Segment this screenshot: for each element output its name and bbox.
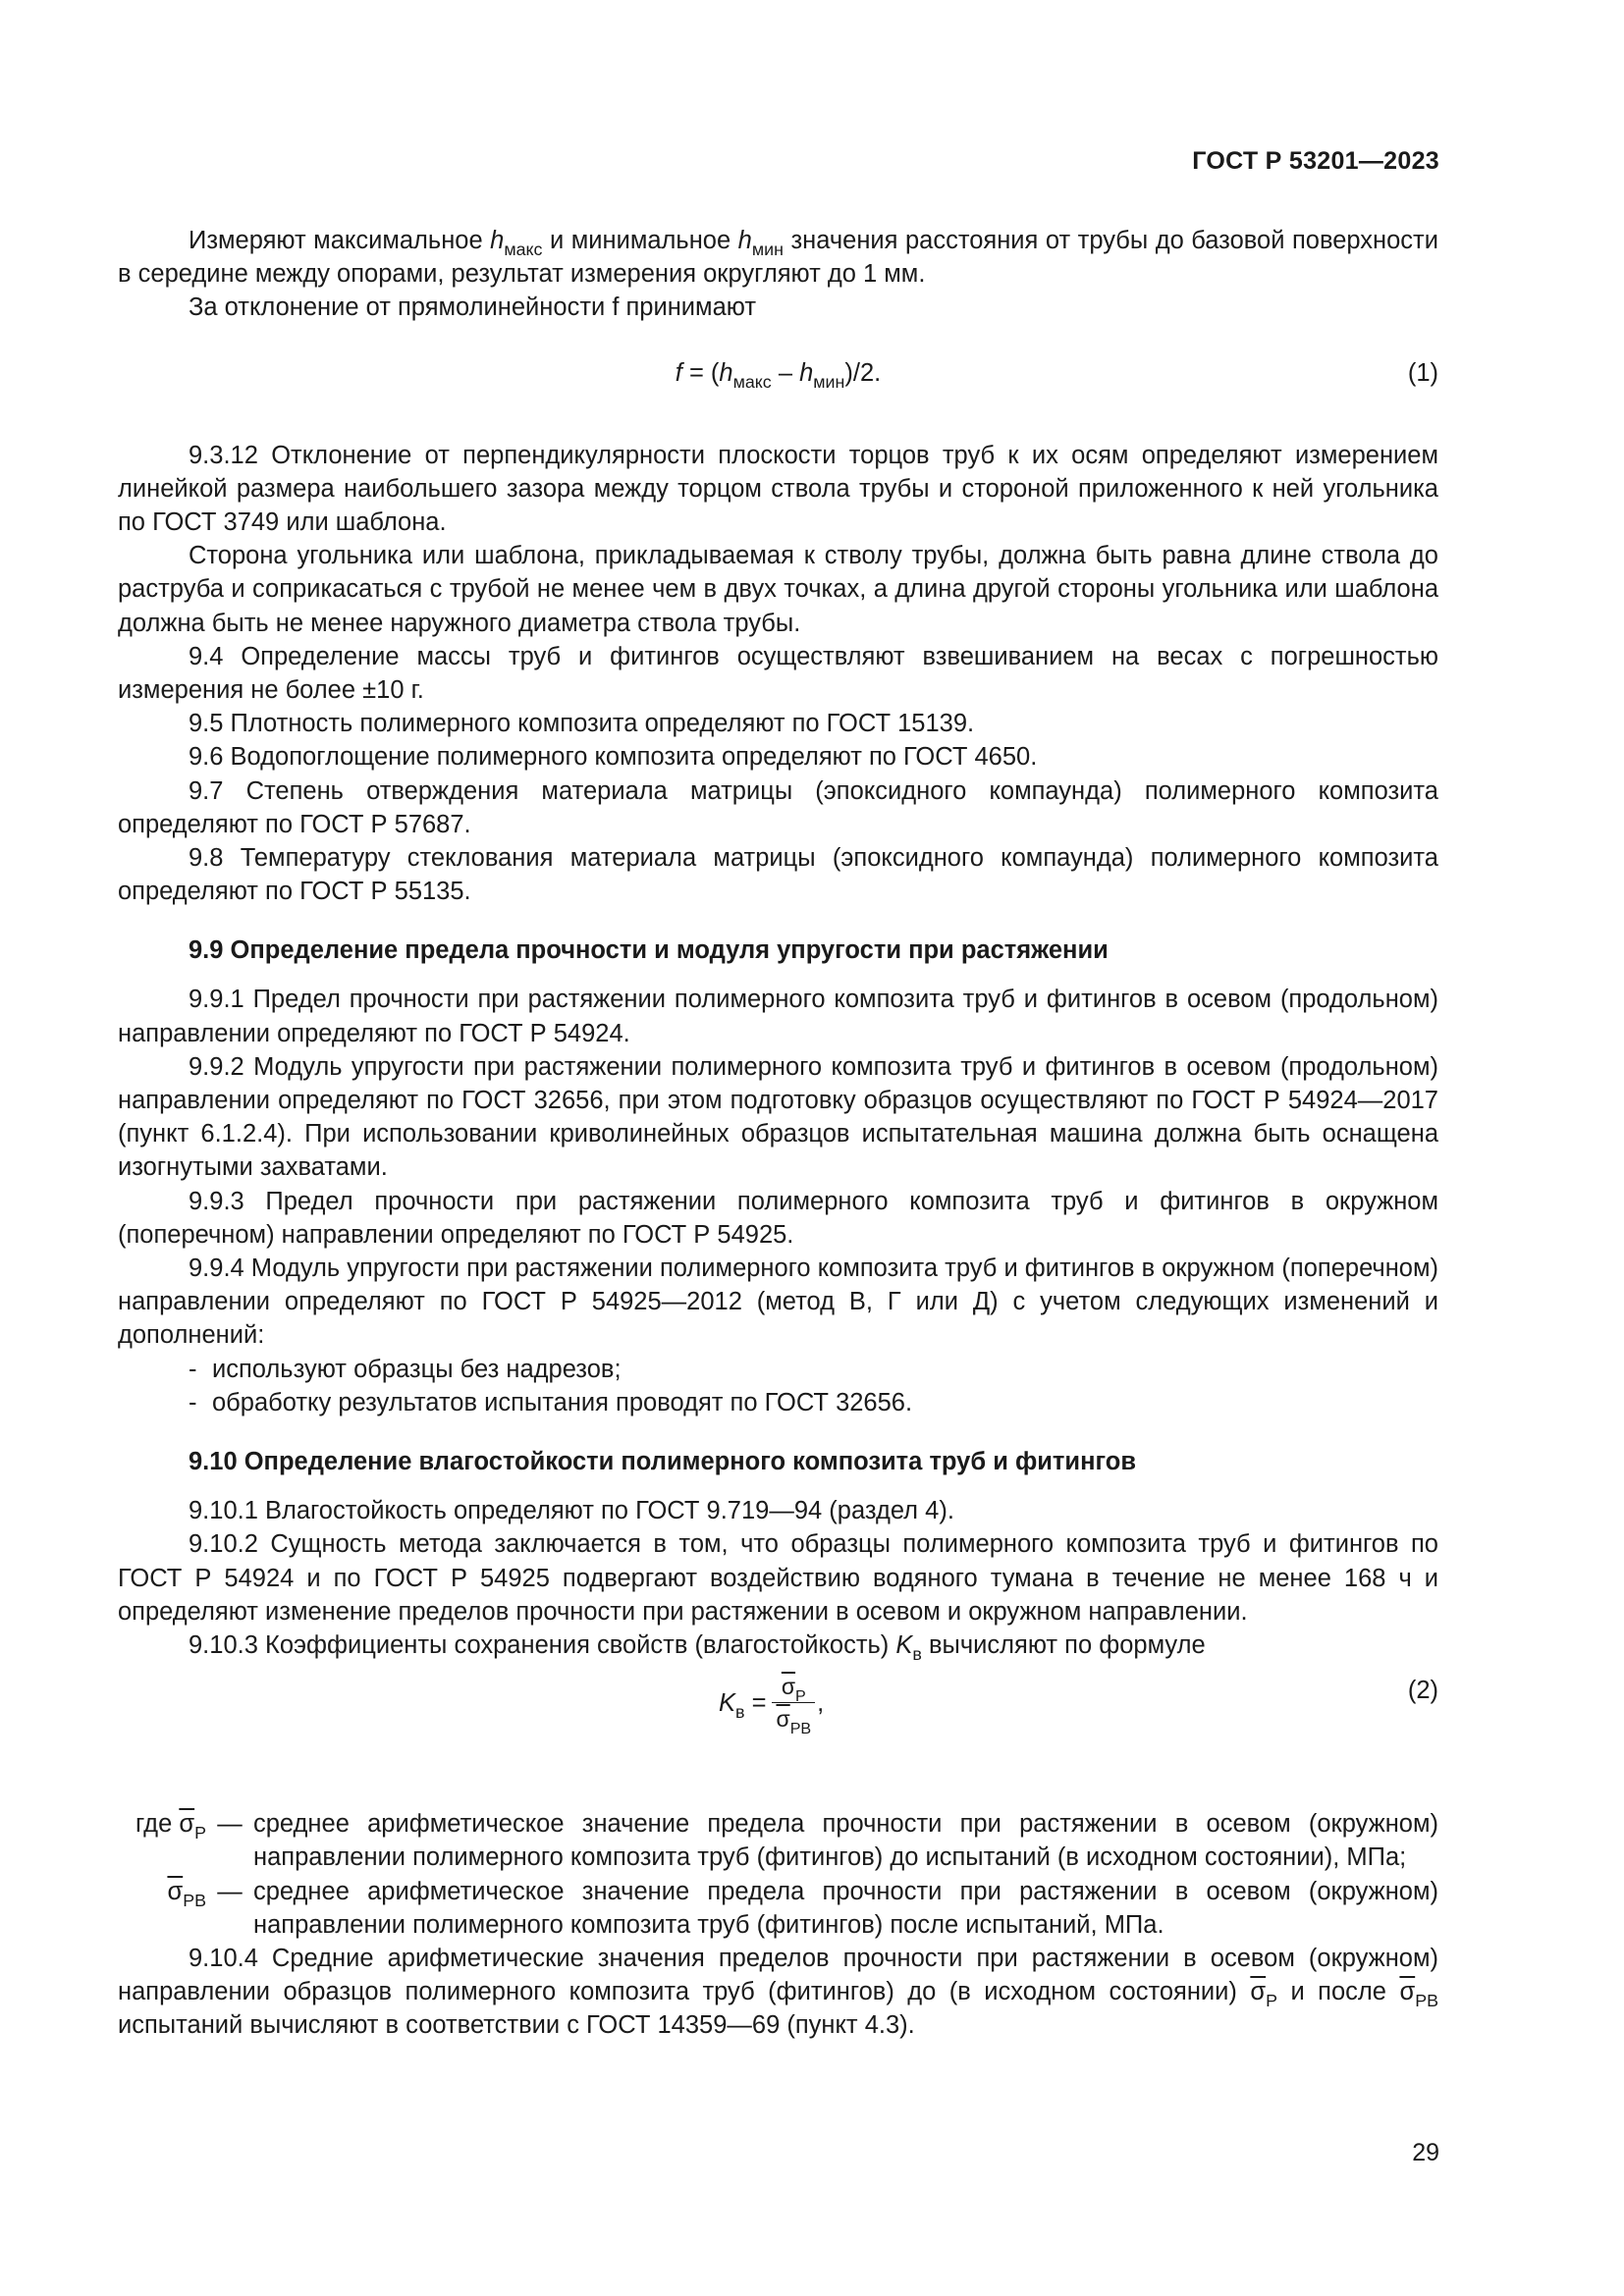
paragraph-9-10-3: 9.10.3 Коэффициенты сохранения свойств (влагостойкость) $K_в$ вычисляют по формуле [189,1630,1206,1664]
paragraph-template-side: Сторона угольника или шаблона, прикладываемая к стволу трубы, должна быть равна длине ствола до раструба и соприкасаться с трубой не менее чем в двух точках, а длина другой стороны угольника или шаблона должна быть не менее наружного диаметра ствола трубы. [118,542,1438,637]
paragraph-9-7: 9.7 Степень отверждения материала матрицы (эпоксидного компаунда) полимерного композита определяют по ГОСТ Р 57687. [118,776,1438,838]
paragraph-9-10-1: 9.10.1 Влагостойкость определяют по ГОСТ 9.719—94 (раздел 4). [189,1497,954,1525]
formula-2-expression: $K_в$ = $\frac{\overline{\sigma}_Р}{\overline{\sigma}_{РВ}}$ , [719,1674,825,1738]
where-explanation [118,1807,1438,1942]
document-header: ГОСТ Р 53201—2023 [1192,147,1439,175]
paragraph-9-3-12: 9.3.12 Отклонение от перпендикулярности плоскости торцов труб к их осям определяют измерением линейкой размера наибольшего зазора между торцом ствола трубы и стороной приложенного к ней угольника по ГОСТ 3749 или шаблона. [118,441,1438,537]
paragraph-9-10-4: 9.10.4 Средние арифметические значения пределов прочности при растяжении в осевом (окружном) направлении образцов полимерного композита труб (фитингов) до (в исходном состоянии) $\overline{\sigma}_Р$ и после $\overline{\sigma}_{РВ}$ испытаний вычисляют в соответствии с ГОСТ 14359—69 (пункт 4.3). [118,1944,1438,2040]
list-item: - обработку результатов испытания проводят по ГОСТ 32656. [189,1388,913,1416]
paragraph-9-4: 9.4 Определение массы труб и фитингов осуществляют взвешиванием на весах с погрешностью измерения не более ±10 г. [118,642,1438,705]
paragraph-9-9-3: 9.9.3 Предел прочности при растяжении полимерного композита труб и фитингов в окружном (поперечном) направлении определяют по ГОСТ Р 54925. [118,1187,1438,1249]
document-body [118,224,1438,2043]
paragraph-9-10-2: 9.10.2 Сущность метода заключается в том, что образцы полимерного композита труб и фитингов по ГОСТ Р 54924 и по ГОСТ Р 54925 подвергают воздействию водяного тумана в течение не менее 168 ч и определяют изменение пределов прочности при растяжении в осевом и окружном направлении. [118,1530,1438,1626]
list-item: - используют образцы без надрезов; [189,1355,622,1383]
formula-1 [118,348,1438,403]
paragraph-straightness: За отклонение от прямолинейности f принимают [189,294,757,322]
paragraph-9-9-2: 9.9.2 Модуль упругости при растяжении полимерного композита труб и фитингов в осевом (продольном) направлении определяют по ГОСТ 32656, при этом подготовку образцов осуществляют по ГОСТ Р 54924—2017 (пункт 6.1.2.4). При использовании криволинейных образцов испытательная машина должна быть оснащена изогнутыми захватами. [118,1052,1438,1182]
section-heading-9-9: 9.9 Определение предела прочности и модуля упругости при растяжении [189,936,1109,965]
formula-2-number: (2) [1407,1677,1438,1705]
paragraph-9-6: 9.6 Водопоглощение полимерного композита определяют по ГОСТ 4650. [189,743,1038,772]
paragraph-9-9-4: 9.9.4 Модуль упругости при растяжении полимерного композита труб и фитингов в окружном (поперечном) направлении определяют по ГОСТ Р 54925—2012 (метод В, Г или Д) с учетом следующих изменений и дополнений: [118,1255,1438,1350]
formula-1-number: (1) [1407,358,1438,387]
where-row: где $\overline{\sigma}_Р$ — среднее арифметическое значение предела прочности при растяжении в осевом (окружном) направлении полимерного композита труб (фитингов) до испытаний (в исходном состоянии), МПа; [135,1810,1438,1872]
formula-1-expression: $f = (h_{макс} - h_{мин})/2$. [675,358,882,392]
where-row: $\overline{\sigma}_{РВ}$ — среднее арифметическое значение предела прочности при растяжении в осевом (окружном) направлении полимерного композита труб (фитингов) после испытаний, МПа. [167,1877,1438,1939]
formula-2-fraction: $\frac{\overline{\sigma}_Р}{\overline{\sigma}_{РВ}}$ [772,1672,815,1734]
paragraph-9-9-1: 9.9.1 Предел прочности при растяжении полимерного композита труб и фитингов в осевом (продольном) направлении определяют по ГОСТ Р 54924. [118,986,1438,1047]
paragraph-measure: Измеряют максимальное $h_{макс}$ и минимальное $h_{мин}$ значения расстояния от трубы до базовой поверхности в середине между опорами, результат измерения округляют до 1 мм. [118,227,1438,289]
page-number: 29 [1412,2139,1439,2166]
paragraph-9-5: 9.5 Плотность полимерного композита определяют по ГОСТ 15139. [189,710,975,738]
formula-2 [118,1672,1438,1762]
section-heading-9-10: 9.10 Определение влагостойкости полимерного композита труб и фитингов [189,1448,1137,1476]
paragraph-9-8: 9.8 Температуру стеклования материала матрицы (эпоксидного компаунда) полимерного композита определяют по ГОСТ Р 55135. [118,844,1438,906]
